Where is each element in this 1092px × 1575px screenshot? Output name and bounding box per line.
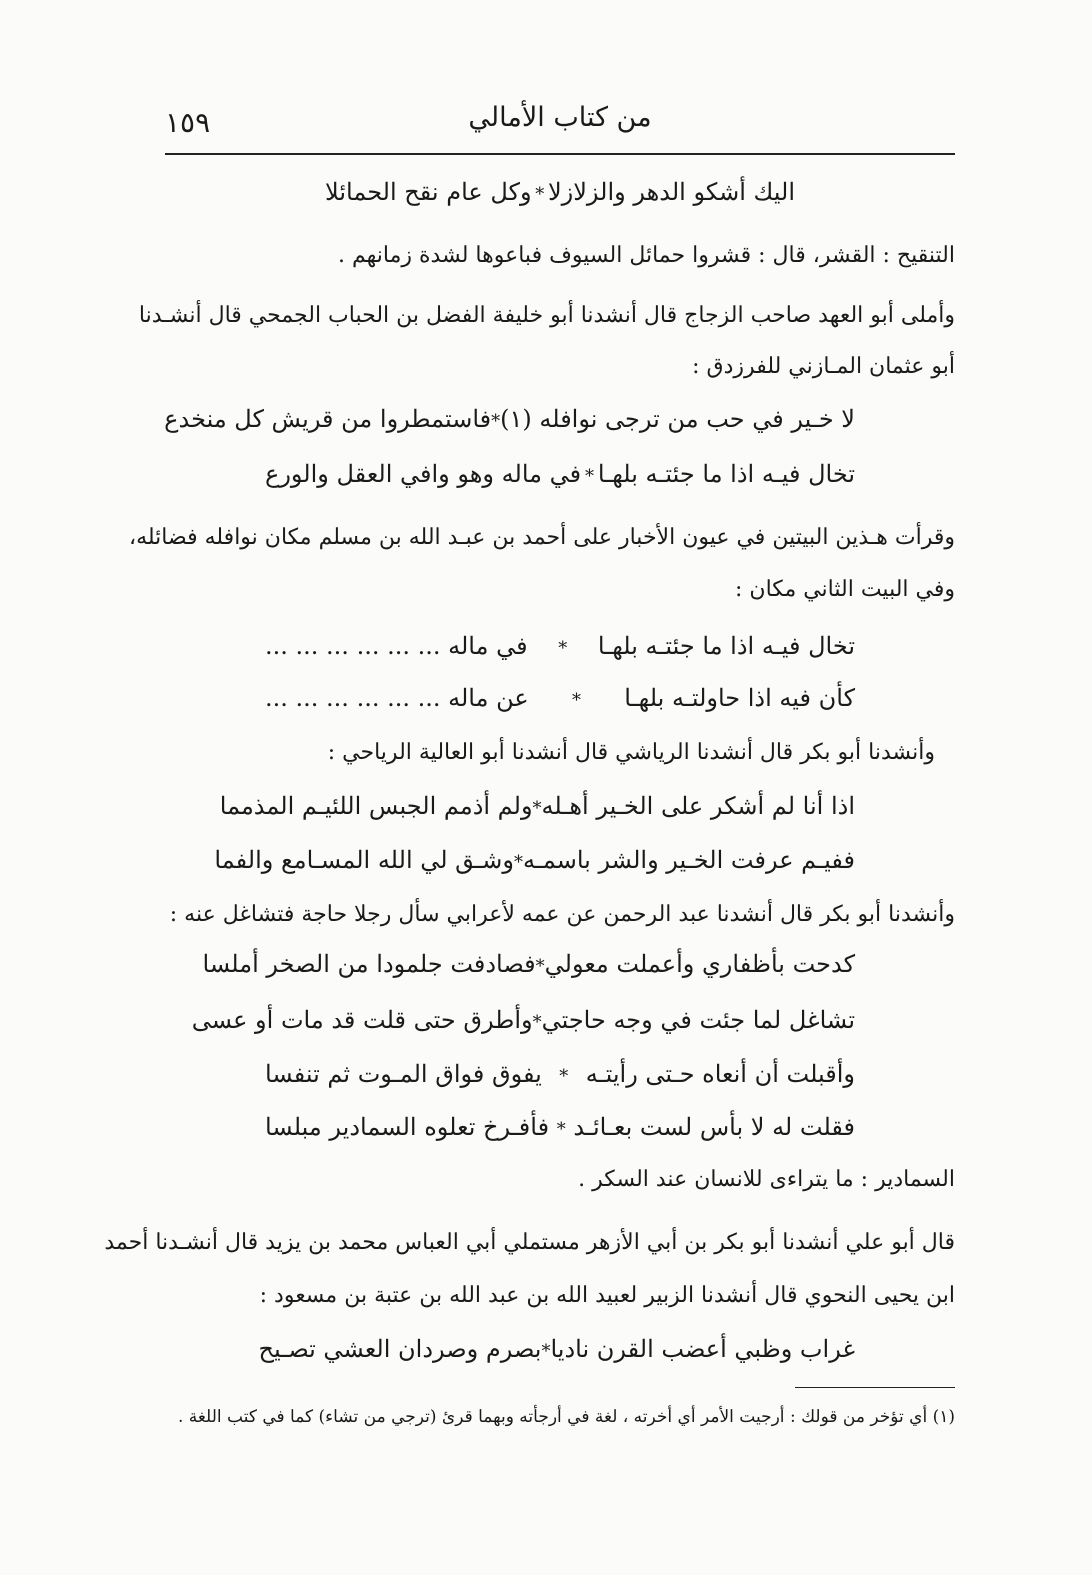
- verse-couplet: [165, 684, 955, 716]
- verse-couplet: [165, 792, 955, 824]
- verse-couplet: [165, 1006, 955, 1038]
- verse-separator: *: [556, 1119, 566, 1140]
- verse-hemistich: عن ماله ... ... ... ... ... ...: [265, 684, 529, 712]
- footnote: (١) أي تؤخر من قولك : أرجيت الأمر أي أخرته ، لغة في أرجأته وبهما قرئ (ترجي من تشاء) كما في كتب اللغة .: [177, 1407, 955, 1427]
- verse-separator: *: [571, 690, 581, 711]
- verse-separator: *: [532, 1012, 542, 1033]
- verse-hemistich: تخال فيـه اذا ما جئتـه بلهـا: [597, 632, 855, 660]
- verse-hemistich: وأطرق حتى قلت قد مات أو عسى: [191, 1006, 533, 1034]
- verse-hemistich: اذا أنا لم أشكر على الخـير أهـله: [541, 792, 855, 820]
- verse-hemistich: وكل عام نقح الحمائلا: [325, 178, 532, 206]
- verse-couplet: [165, 1060, 955, 1092]
- paragraph: وأنشدنا أبو بكر قال أنشدنا الرياشي قال أنشدنا أبو العالية الرياحي :: [327, 740, 935, 765]
- verse-couplet: [165, 1113, 955, 1145]
- verse-couplet: [165, 460, 955, 492]
- verse-hemistich: في ماله وهو وافي العقل والورع: [265, 460, 582, 488]
- verse-hemistich: تخال فيـه اذا ما جئتـه بلهـا: [597, 460, 855, 488]
- verse-hemistich: فصادفت جلمودا من الصخر أملسا: [202, 950, 536, 978]
- verse-separator: *: [513, 852, 523, 873]
- verse-hemistich: فاستمطروا من قريش كل منخدع: [164, 405, 492, 433]
- running-title: من كتاب الأمالي: [468, 102, 652, 133]
- verse-hemistich: وأقبلت أن أنعاه حـتى رأيتـه: [585, 1060, 855, 1088]
- verse-separator: *: [584, 466, 594, 487]
- page-number: ١٥٩: [165, 106, 211, 139]
- verse-couplet: [165, 950, 955, 982]
- verse-hemistich: كدحت بأظفاري وأعملت معولي: [544, 950, 855, 978]
- header-rule: [165, 153, 955, 155]
- paragraph: وأملى أبو العهد صاحب الزجاج قال أنشدنا أبو خليفة الفضل بن الحباب الجمحي قال أنشـدنا: [138, 303, 955, 328]
- paragraph: أبو عثمان المـازني للفرزدق :: [692, 354, 955, 379]
- paragraph: قال أبو علي أنشدنا أبو بكر بن أبي الأزهر مستملي أبي العباس محمد بن يزيد قال أنشـدنا أحمد: [104, 1230, 955, 1255]
- verse-separator: *: [558, 638, 568, 659]
- verse-couplet: [165, 178, 955, 210]
- verse-hemistich: فأفـرخ تعلوه السمادير مبلسا: [265, 1113, 550, 1141]
- verse-couplet: [165, 1335, 955, 1367]
- verse-hemistich: فقلت له لا بأس لست بعـائـد: [573, 1113, 855, 1141]
- paragraph: وفي البيت الثاني مكان :: [735, 577, 955, 602]
- verse-separator: *: [491, 411, 501, 432]
- verse-hemistich: وشـق لي الله المسـامع والفما: [214, 846, 514, 874]
- verse-separator: *: [541, 1341, 551, 1362]
- verse-hemistich: كأن فيه اذا حاولتـه بلهـا: [624, 684, 855, 712]
- paragraph: وقرأت هـذين البيتين في عيون الأخبار على أحمد بن عبـد الله بن مسلم مكان نوافله فضائله،: [129, 525, 955, 550]
- verse-hemistich: اليك أشكو الدهر والزلازلا: [547, 178, 795, 206]
- paragraph: وأنشدنا أبو بكر قال أنشدنا عبد الرحمن عن عمه لأعرابي سأل رجلا حاجة فتشاغل عنه :: [169, 902, 955, 927]
- verse-couplet: [165, 405, 955, 437]
- verse-hemistich: ولم أذمم الجبس اللئيـم المذمما: [219, 792, 533, 820]
- verse-hemistich: غراب وظبي أعضب القرن ناديا: [550, 1335, 855, 1363]
- verse-separator: *: [559, 1066, 569, 1087]
- verse-hemistich: ففيـم عرفت الخـير والشر باسمـه: [522, 846, 855, 874]
- verse-couplet: [165, 846, 955, 878]
- verse-hemistich: تشاغل لما جئت في وجه حاجتي: [541, 1006, 855, 1034]
- verse-separator: *: [535, 184, 545, 205]
- footnote-rule: [795, 1387, 955, 1388]
- verse-separator: *: [532, 798, 542, 819]
- verse-hemistich: لا خـير في حب من ترجى نوافله (١): [500, 405, 855, 433]
- verse-hemistich: في ماله ... ... ... ... ... ...: [265, 632, 528, 660]
- paragraph: السمادير : ما يتراءى للانسان عند السكر .: [578, 1167, 955, 1192]
- verse-hemistich: يفوق فواق المـوت ثم تنفسا: [265, 1060, 542, 1088]
- paragraph: ابن يحيى النحوي قال أنشدنا الزبير لعبيد الله بن عبد الله بن عتبة بن مسعود :: [259, 1283, 955, 1308]
- paragraph: التنقيح : القشر، قال : قشروا حمائل السيوف فباعوها لشدة زمانهم .: [338, 243, 955, 268]
- verse-couplet: [165, 632, 955, 664]
- page-header: [165, 92, 955, 152]
- verse-hemistich: بصرم وصردان العشي تصـيح: [258, 1335, 542, 1363]
- verse-separator: *: [535, 956, 545, 977]
